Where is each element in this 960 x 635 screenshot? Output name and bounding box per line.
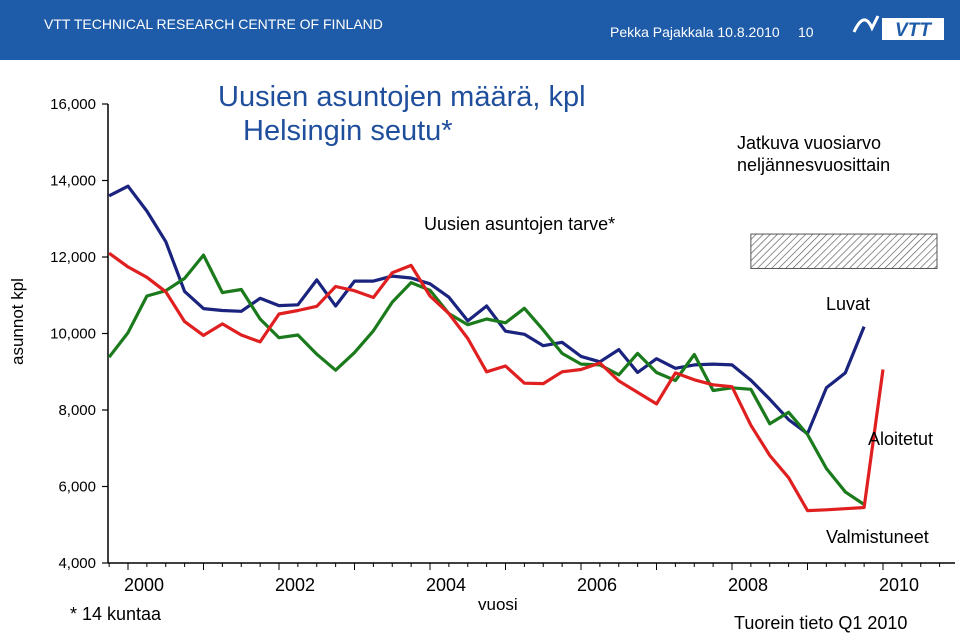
series-line-luvat (109, 186, 864, 434)
presenter-date: Pekka Pajakkala 10.8.2010 (610, 24, 780, 40)
y-tick-label: 6,000 (58, 478, 96, 496)
x-tick-label: 2002 (274, 575, 316, 595)
x-tick-label: 2004 (425, 575, 467, 595)
y-tick-label: 12,000 (50, 249, 96, 266)
x-tick-label: 2008 (727, 575, 769, 595)
x-axis-label: vuosi (478, 595, 518, 614)
org-name: VTT TECHNICAL RESEARCH CENTRE OF FINLAND (44, 16, 383, 32)
y-tick-label: 10,000 (50, 325, 96, 343)
x-tick-label: 2006 (576, 575, 618, 595)
y-tick-label: 14,000 (50, 172, 96, 190)
x-tick-label: 2000 (123, 575, 165, 595)
annotation-quarterly: neljännesvuosittain (737, 155, 891, 175)
y-tick-label: 4,000 (58, 555, 96, 572)
y-tick-label: 8,000 (58, 402, 96, 419)
need-band (751, 234, 937, 268)
annotation-rolling: Jatkuva vuosiarvo (737, 133, 882, 153)
chart-title-line1: Uusien asuntojen määrä, kpl (218, 81, 586, 113)
annotation-need: Uusien asuntojen tarve* (424, 214, 616, 234)
footnote: * 14 kuntaa (70, 604, 162, 624)
y-axis-label: asunnot kpl (8, 278, 27, 365)
page-number: 10 (798, 24, 814, 40)
chart-title-line2: Helsingin seutu* (243, 115, 453, 147)
series-label-luvat: Luvat (826, 294, 871, 314)
series-label-aloitetut: Aloitetut (868, 429, 934, 449)
series-label-valmistuneet: Valmistuneet (826, 527, 929, 547)
logo-text: VTT (895, 20, 931, 41)
latest-data-note: Tuorein tieto Q1 2010 (734, 613, 908, 633)
y-tick-label: 16,000 (50, 96, 96, 113)
x-tick-label: 2010 (878, 575, 920, 595)
